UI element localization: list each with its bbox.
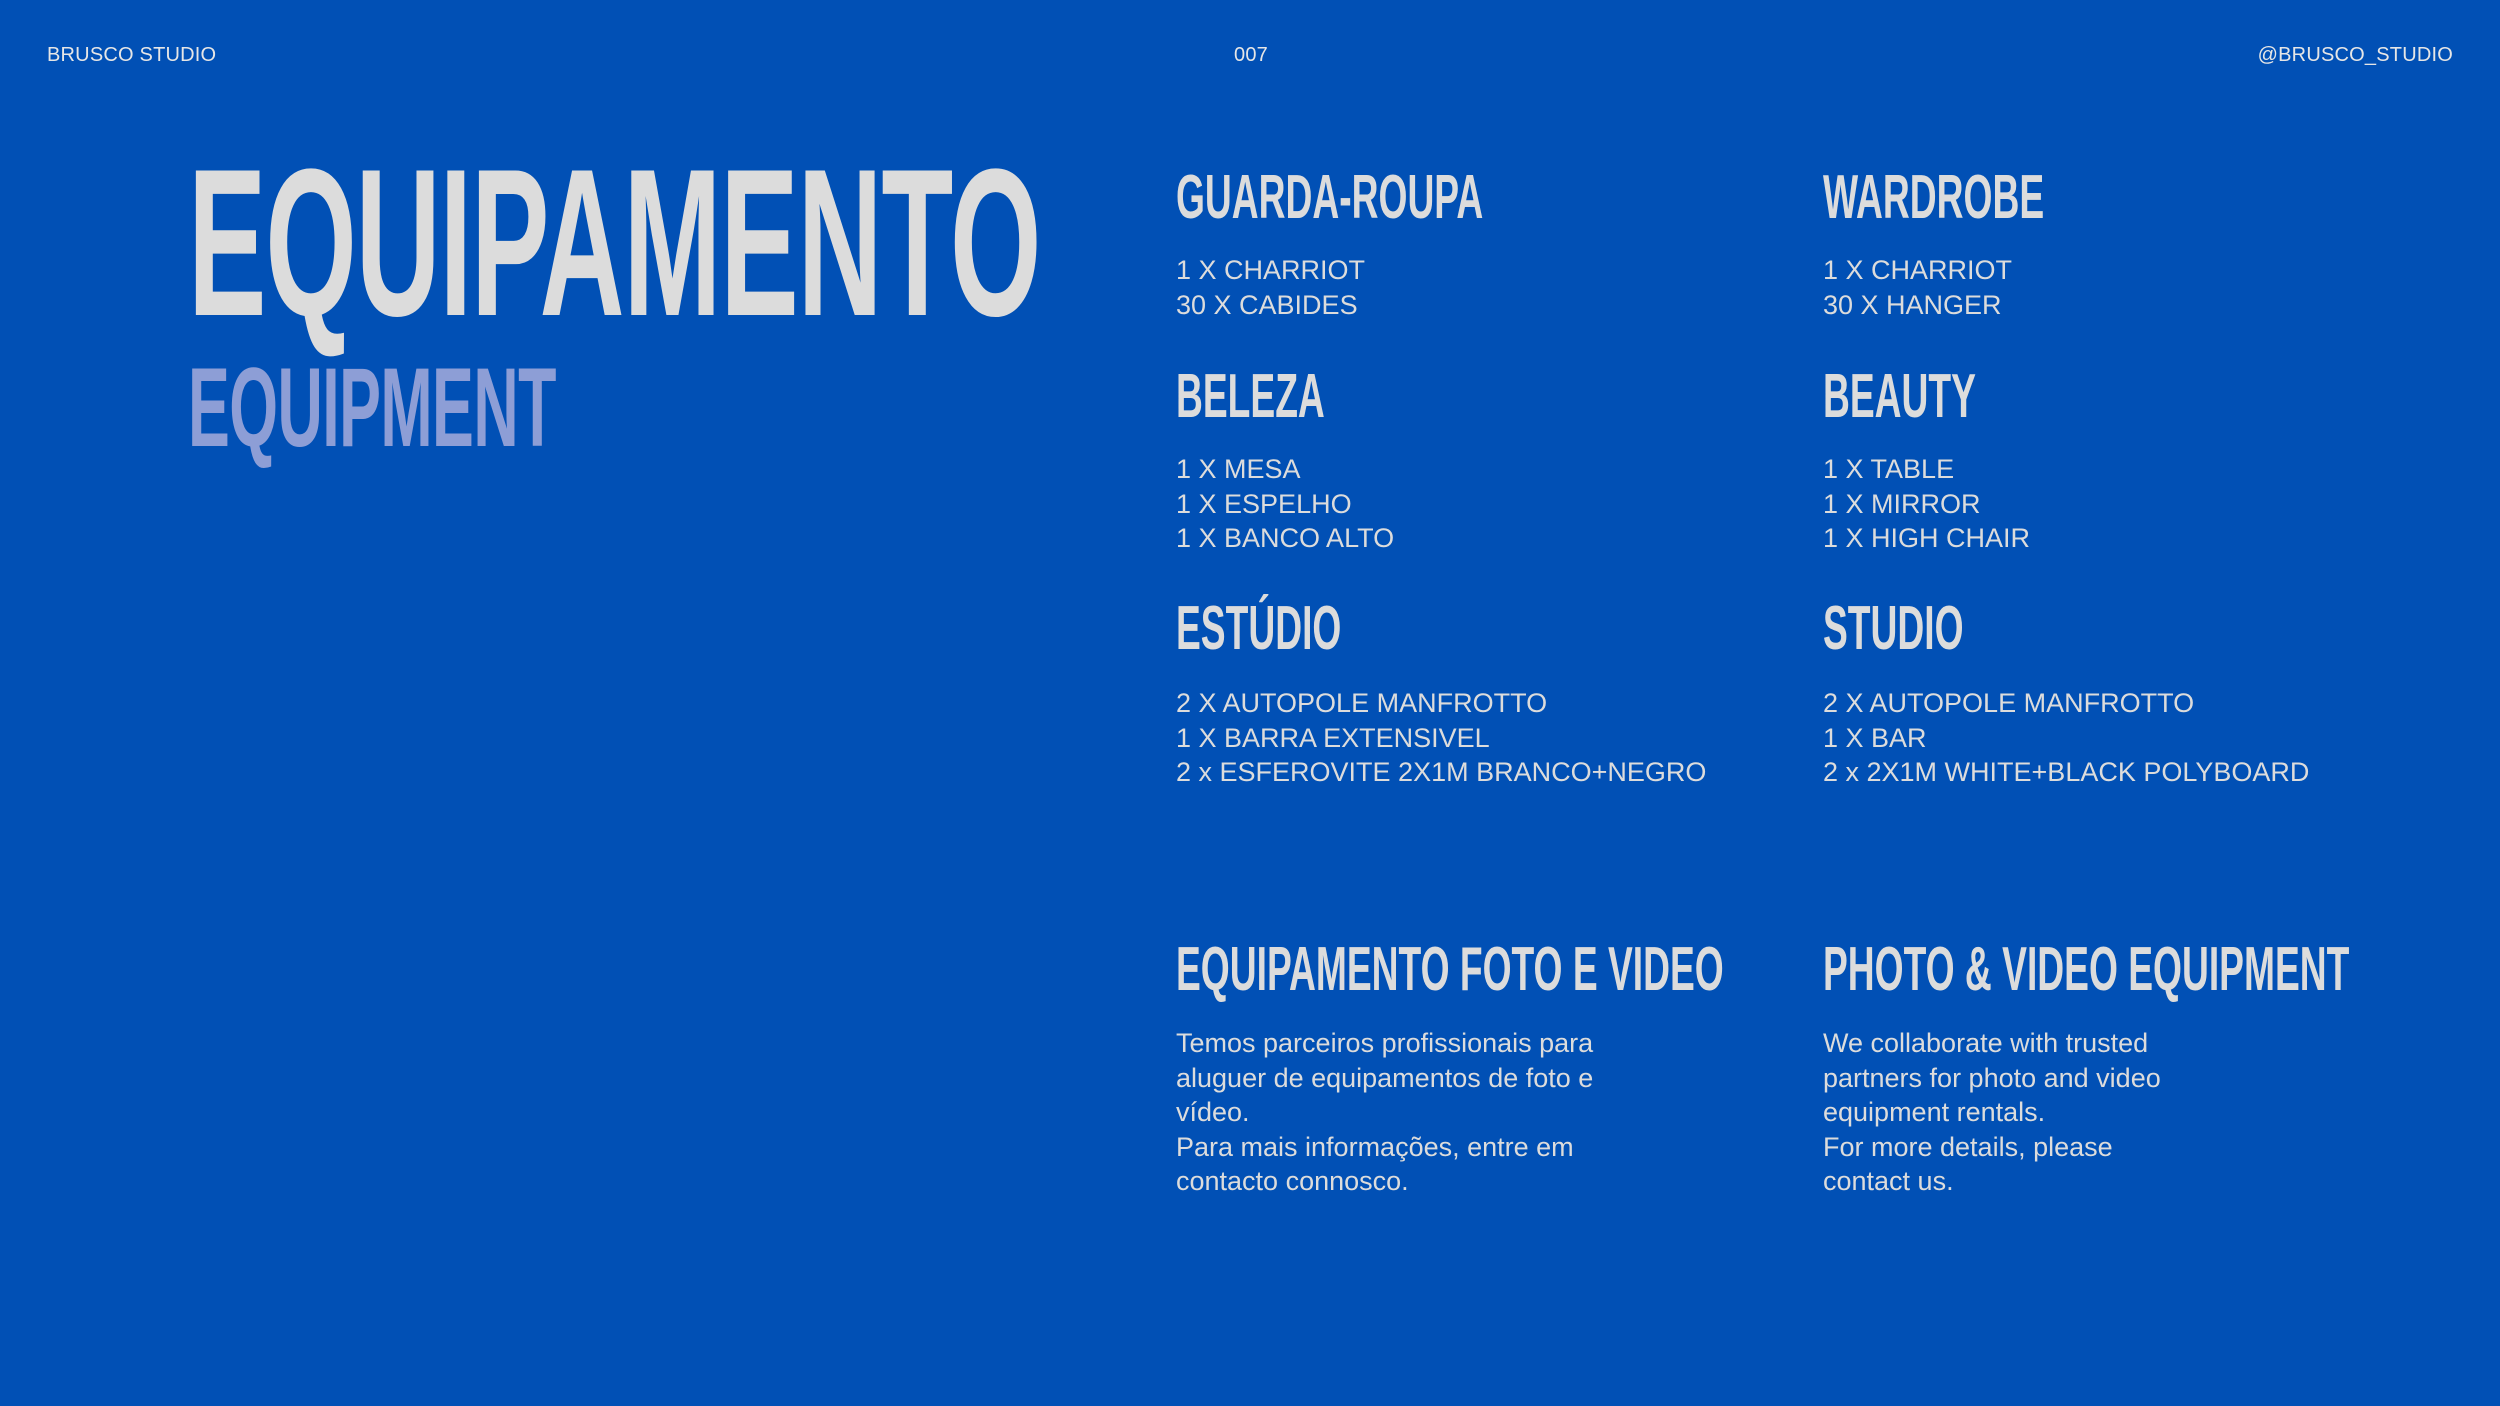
list-item: 1 X BARRA EXTENSIVEL — [1176, 722, 1490, 753]
studio-list-pt — [1176, 686, 1706, 790]
page-title: EQUIPAMENTO — [188, 125, 1041, 360]
wardrobe-heading-pt: GUARDA-ROUPA — [1176, 163, 1484, 232]
social-handle: @BRUSCO_STUDIO — [2257, 44, 2453, 66]
paragraph-line: contacto connosco. — [1176, 1166, 1409, 1196]
paragraph-line: For more details, please — [1823, 1131, 2113, 1162]
paragraph-line: vídeo. — [1176, 1097, 1250, 1127]
list-item: 2 x ESFEROVITE 2X1M BRANCO+NEGRO — [1176, 757, 1707, 787]
list-item: 1 X HIGH CHAIR — [1823, 523, 2031, 553]
beauty-list-en — [1823, 452, 2030, 556]
photo-video-text-en — [1823, 1026, 2293, 1199]
studio-list-en — [1823, 686, 2309, 790]
list-item: 1 X MIRROR — [1823, 488, 1981, 519]
page-number: 007 — [1234, 44, 1268, 66]
wardrobe-heading-en: WARDROBE — [1823, 163, 2045, 232]
photo-video-text-pt — [1176, 1026, 1646, 1199]
brand-name: BRUSCO STUDIO — [47, 44, 217, 66]
list-item: 30 X HANGER — [1823, 289, 2002, 320]
list-item: 1 X ESPELHO — [1176, 488, 1352, 519]
paragraph-line: equipment rentals. — [1823, 1097, 2046, 1127]
list-item: 1 X CHARRIOT — [1176, 255, 1366, 285]
studio-heading-en: STUDIO — [1823, 594, 1964, 663]
list-item: 2 X AUTOPOLE MANFROTTO — [1176, 688, 1548, 718]
list-item: 2 X AUTOPOLE MANFROTTO — [1823, 688, 2195, 718]
list-item: 1 X CHARRIOT — [1823, 255, 2013, 285]
paragraph-line: Temos parceiros profissionais para — [1176, 1028, 1594, 1058]
wardrobe-list-pt — [1176, 253, 1365, 322]
photo-video-heading-en: PHOTO & VIDEO EQUIPMENT — [1823, 935, 2350, 1004]
list-item: 1 X BANCO ALTO — [1176, 523, 1395, 553]
paragraph-line: contact us. — [1823, 1166, 1954, 1196]
beauty-heading-en: BEAUTY — [1823, 362, 1976, 431]
beauty-list-pt — [1176, 452, 1394, 556]
paragraph-line: Para mais informações, entre em — [1176, 1131, 1574, 1162]
beauty-heading-pt: BELEZA — [1176, 362, 1325, 431]
page-subtitle: EQUIPMENT — [188, 345, 556, 470]
studio-heading-pt: ESTÚDIO — [1176, 594, 1342, 663]
photo-video-heading-pt: EQUIPAMENTO FOTO E VIDEO — [1176, 935, 1724, 1004]
wardrobe-list-en — [1823, 253, 2012, 322]
list-item: 30 X CABIDES — [1176, 289, 1358, 320]
list-item: 2 x 2X1M WHITE+BLACK POLYBOARD — [1823, 757, 2310, 787]
list-item: 1 X BAR — [1823, 722, 1927, 753]
paragraph-line: partners for photo and video — [1823, 1062, 2161, 1093]
list-item: 1 X MESA — [1176, 454, 1301, 484]
list-item: 1 X TABLE — [1823, 454, 1955, 484]
paragraph-line: aluguer de equipamentos de foto e — [1176, 1062, 1594, 1093]
paragraph-line: We collaborate with trusted — [1823, 1028, 2149, 1058]
